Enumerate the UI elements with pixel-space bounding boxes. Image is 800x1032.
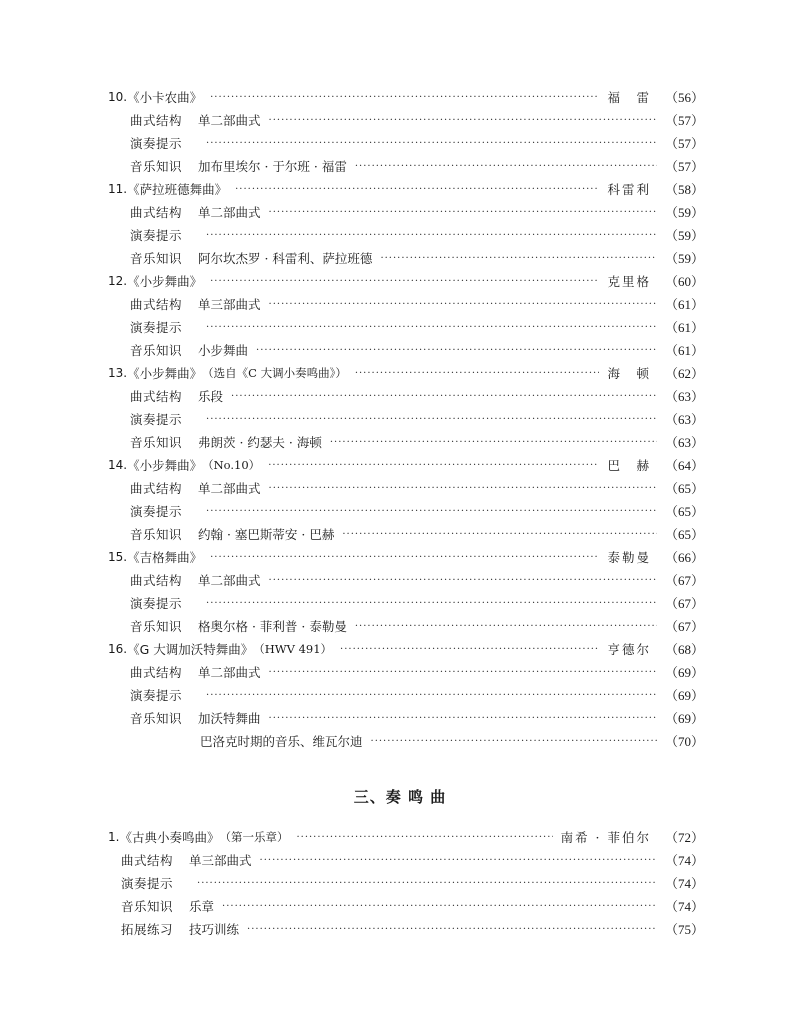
subitem-page: （57）	[664, 113, 704, 128]
leader-dots	[330, 431, 657, 454]
leader-dots	[268, 454, 599, 477]
subitem-text: 单二部曲式	[198, 481, 261, 496]
entry-composer: 亨德尔	[607, 642, 651, 657]
subitem-page: （69）	[664, 711, 704, 726]
subitem-label: 演奏提示	[130, 228, 183, 243]
toc-subitem	[0, 224, 800, 247]
section-heading: 三、奏 鸣 曲	[353, 788, 447, 806]
toc-subitem	[0, 684, 800, 707]
subitem-page: （70）	[664, 734, 704, 749]
leader-dots	[206, 592, 657, 615]
entry-title: 《G 大调加沃特舞曲》	[127, 642, 254, 657]
subitem-label: 曲式结构	[130, 389, 183, 404]
subitem-label: 音乐知识	[121, 899, 174, 914]
subitem-page: （61）	[664, 343, 704, 358]
leader-dots	[342, 523, 657, 546]
toc-subitem	[0, 592, 800, 615]
toc-entry	[0, 270, 800, 293]
subitem-label: 演奏提示	[130, 504, 183, 519]
subitem-page: （67）	[664, 596, 704, 611]
subitem-text: 加布里埃尔 · 于尔班 · 福雷	[198, 159, 347, 174]
subitem-text: 乐段	[198, 389, 224, 404]
entry-page: （58）	[664, 182, 704, 197]
subitem-label: 音乐知识	[130, 435, 183, 450]
leader-dots	[206, 316, 657, 339]
leader-dots	[355, 155, 657, 178]
subitem-text: 单二部曲式	[198, 573, 261, 588]
leader-dots	[269, 477, 657, 500]
subitem-label: 音乐知识	[130, 711, 183, 726]
subitem-label: 音乐知识	[130, 343, 183, 358]
subitem-label: 演奏提示	[121, 876, 174, 891]
toc-subitem	[0, 247, 800, 270]
entry-number: 10.	[108, 90, 128, 104]
toc-entry	[0, 826, 800, 849]
toc-entry	[0, 638, 800, 661]
subitem-page: （74）	[664, 876, 704, 891]
toc-subitem	[0, 201, 800, 224]
leader-dots	[269, 293, 657, 316]
toc-subitem	[0, 109, 800, 132]
toc-entry	[0, 546, 800, 569]
subitem-label: 曲式结构	[130, 113, 183, 128]
entry-page: （72）	[664, 830, 704, 845]
entry-title: 《小步舞曲》	[127, 458, 203, 473]
subitem-label: 演奏提示	[130, 596, 183, 611]
subitem-label: 曲式结构	[130, 665, 183, 680]
subitem-label: 音乐知识	[130, 159, 183, 174]
entry-number: 12.	[108, 274, 128, 288]
subitem-page: （63）	[664, 389, 704, 404]
entry-composer: 海 顿	[607, 366, 651, 381]
subitem-label: 演奏提示	[130, 136, 183, 151]
subitem-page: （75）	[664, 922, 704, 937]
subitem-page: （65）	[664, 481, 704, 496]
subitem-page: （61）	[664, 320, 704, 335]
entry-page: （64）	[664, 458, 704, 473]
entry-composer: 克里格	[607, 274, 651, 289]
subitem-text: 单二部曲式	[198, 205, 261, 220]
subitem-page: （74）	[664, 853, 704, 868]
subitem-text: 约翰 · 塞巴斯蒂安 · 巴赫	[198, 527, 335, 542]
entry-composer: 福 雷	[607, 90, 651, 105]
subitem-page: （59）	[664, 251, 704, 266]
subitem-page: （67）	[664, 619, 704, 634]
toc-subitem	[0, 293, 800, 316]
entry-title: 《古典小奏鸣曲》	[119, 830, 220, 845]
leader-dots	[206, 408, 657, 431]
subitem-page: （67）	[664, 573, 704, 588]
subitem-label: 曲式结构	[130, 297, 183, 312]
subitem-text: 单三部曲式	[198, 297, 261, 312]
leader-dots	[206, 500, 657, 523]
leader-dots	[340, 638, 599, 661]
subitem-text: 小步舞曲	[198, 343, 249, 358]
toc-subitem	[0, 569, 800, 592]
entry-title: 《吉格舞曲》	[127, 550, 203, 565]
toc-subitem	[0, 385, 800, 408]
leader-dots	[247, 918, 657, 941]
leader-dots	[206, 224, 657, 247]
leader-dots	[210, 270, 599, 293]
entry-title: 《小卡农曲》	[127, 90, 203, 105]
subitem-text: 单二部曲式	[198, 665, 261, 680]
entry-number: 14.	[108, 458, 128, 472]
entry-page: （62）	[664, 366, 704, 381]
entry-number: 11.	[108, 182, 128, 196]
subitem-label: 演奏提示	[130, 688, 183, 703]
toc-entry	[0, 178, 800, 201]
leader-dots	[269, 569, 657, 592]
entry-note: （选自《C 大调小奏鸣曲》）	[202, 366, 347, 380]
leader-dots	[269, 201, 657, 224]
subitem-page: （69）	[664, 688, 704, 703]
leader-dots	[206, 132, 657, 155]
entry-page: （60）	[664, 274, 704, 289]
toc-subitem	[0, 872, 800, 895]
leader-dots	[380, 247, 657, 270]
toc-subitem	[0, 730, 800, 753]
subitem-label: 音乐知识	[130, 251, 183, 266]
toc-subitem	[0, 431, 800, 454]
entry-composer: 巴 赫	[607, 458, 651, 473]
toc-subitem	[0, 477, 800, 500]
subitem-text: 格奥尔格 · 菲利普 · 泰勒曼	[198, 619, 347, 634]
entry-page: （68）	[664, 642, 704, 657]
subitem-text: 阿尔坎杰罗 · 科雷利、萨拉班德	[198, 251, 373, 266]
subitem-label: 演奏提示	[130, 320, 183, 335]
leader-dots	[222, 895, 657, 918]
leader-dots	[197, 872, 657, 895]
entry-title: 《萨拉班德舞曲》	[127, 182, 228, 197]
subitem-label: 曲式结构	[130, 573, 183, 588]
subitem-label: 音乐知识	[130, 619, 183, 634]
leader-dots	[355, 615, 657, 638]
subitem-page: （63）	[664, 412, 704, 427]
toc-subitem	[0, 316, 800, 339]
leader-dots	[235, 178, 599, 201]
subitem-page: （59）	[664, 228, 704, 243]
toc-subitem	[0, 615, 800, 638]
subitem-page: （57）	[664, 159, 704, 174]
entry-number: 1.	[108, 830, 120, 844]
subitem-text: 弗朗茨 · 约瑟夫 · 海顿	[198, 435, 322, 450]
toc-entry	[0, 362, 800, 385]
leader-dots	[206, 684, 657, 707]
leader-dots	[371, 730, 657, 753]
entry-composer: 泰勒曼	[607, 550, 651, 565]
subitem-page: （59）	[664, 205, 704, 220]
subitem-label: 演奏提示	[130, 412, 183, 427]
toc-subitem	[0, 155, 800, 178]
leader-dots	[296, 826, 552, 849]
subitem-page: （74）	[664, 899, 704, 914]
subitem-page: （65）	[664, 527, 704, 542]
toc-subitem	[0, 339, 800, 362]
entry-composer: 科雷利	[607, 182, 651, 197]
toc-entry	[0, 454, 800, 477]
toc-subitem	[0, 661, 800, 684]
subitem-text: 技巧训练	[189, 922, 240, 937]
subitem-label: 音乐知识	[130, 527, 183, 542]
entry-note: （第一乐章）	[219, 830, 289, 844]
entry-number: 13.	[108, 366, 128, 380]
toc-subitem	[0, 132, 800, 155]
toc-subitem	[0, 849, 800, 872]
leader-dots	[231, 385, 657, 408]
leader-dots	[256, 339, 657, 362]
entry-number: 16.	[108, 642, 128, 656]
leader-dots	[269, 109, 657, 132]
entry-note: （No.10）	[202, 458, 261, 472]
table-of-contents	[0, 86, 800, 753]
table-of-contents-section-3	[0, 826, 800, 941]
toc-subitem	[0, 918, 800, 941]
entry-page: （66）	[664, 550, 704, 565]
entry-composer: 南希 · 菲伯尔	[560, 830, 651, 845]
subitem-page: （65）	[664, 504, 704, 519]
leader-dots	[269, 707, 657, 730]
leader-dots	[210, 546, 599, 569]
subitem-page: （63）	[664, 435, 704, 450]
leader-dots	[269, 661, 657, 684]
toc-subitem	[0, 707, 800, 730]
subitem-label: 曲式结构	[130, 205, 183, 220]
toc-entry	[0, 86, 800, 109]
entry-note: （HWV 491）	[253, 642, 333, 656]
subitem-text: 乐章	[189, 899, 215, 914]
subitem-text: 巴洛克时期的音乐、维瓦尔迪	[200, 734, 363, 749]
toc-subitem	[0, 895, 800, 918]
subitem-text: 单三部曲式	[189, 853, 252, 868]
entry-number: 15.	[108, 550, 128, 564]
subitem-text: 加沃特舞曲	[198, 711, 261, 726]
subitem-text: 单二部曲式	[198, 113, 261, 128]
toc-subitem	[0, 500, 800, 523]
subitem-label: 拓展练习	[121, 922, 174, 937]
entry-title: 《小步舞曲》	[127, 366, 203, 381]
entry-title: 《小步舞曲》	[127, 274, 203, 289]
entry-page: （56）	[664, 90, 704, 105]
subitem-page: （57）	[664, 136, 704, 151]
subitem-label: 曲式结构	[121, 853, 174, 868]
subitem-label: 曲式结构	[130, 481, 183, 496]
subitem-page: （69）	[664, 665, 704, 680]
toc-subitem	[0, 408, 800, 431]
leader-dots	[355, 362, 600, 385]
subitem-page: （61）	[664, 297, 704, 312]
leader-dots	[210, 86, 599, 109]
toc-subitem	[0, 523, 800, 546]
leader-dots	[260, 849, 657, 872]
